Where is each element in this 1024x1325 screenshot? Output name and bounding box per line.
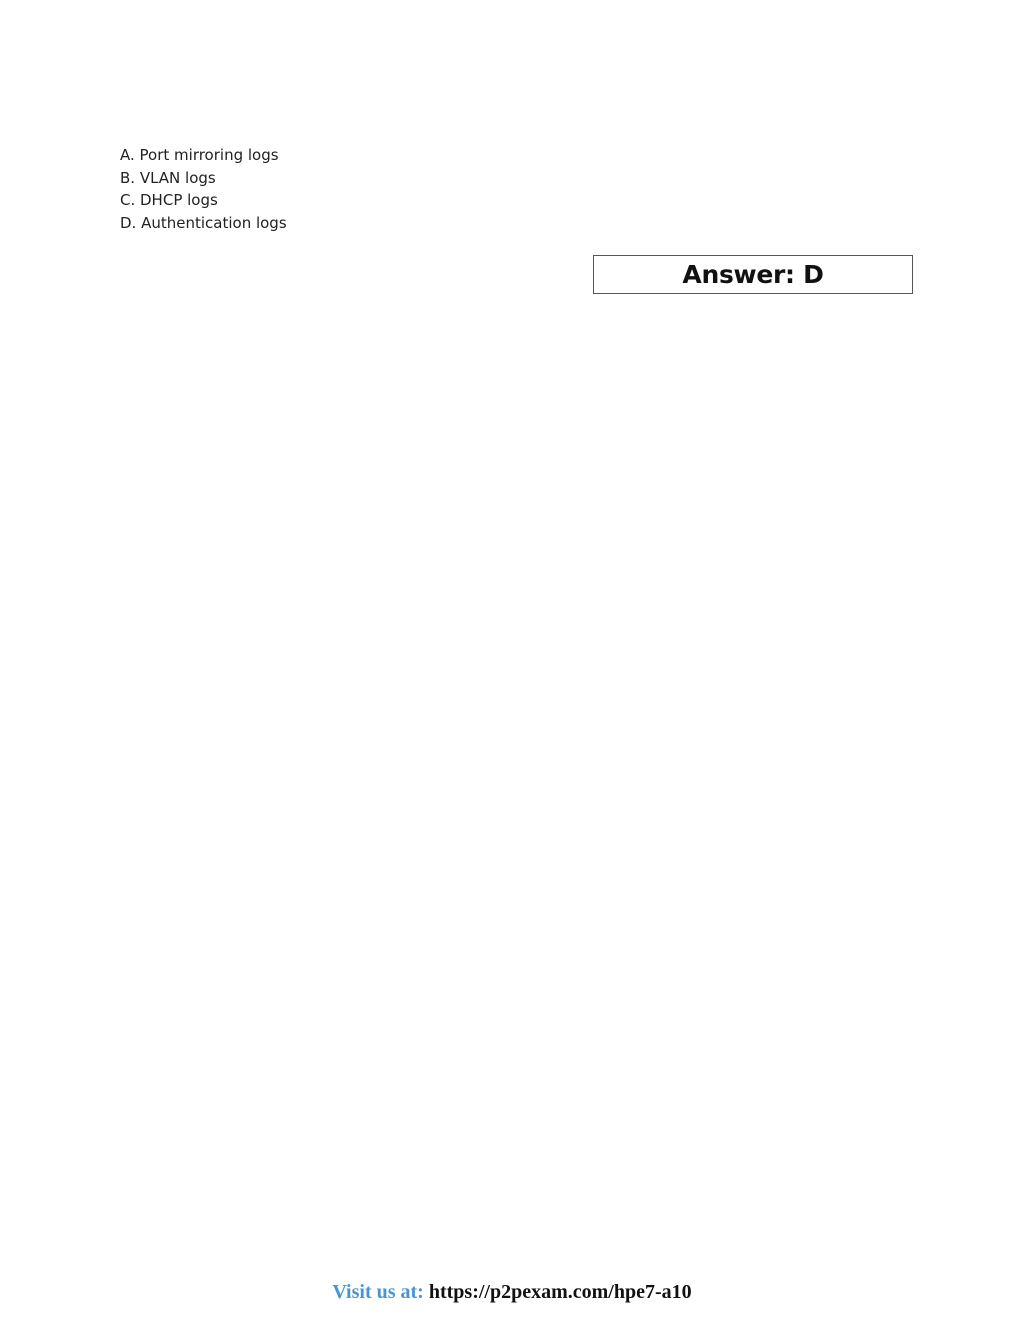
answer-options-list (120, 144, 287, 234)
option-d: D. Authentication logs (120, 213, 287, 232)
option-c: C. DHCP logs (120, 191, 218, 209)
footer (0, 1281, 1024, 1304)
footer-label: Visit us at: (332, 1281, 424, 1303)
footer-url-link[interactable]: https://p2pexam.com/hpe7-a10 (428, 1281, 692, 1303)
option-a: A. Port mirroring logs (120, 146, 279, 164)
answer-box (593, 255, 913, 294)
answer-text: Answer: D (682, 260, 824, 289)
option-b: B. VLAN logs (120, 168, 216, 187)
